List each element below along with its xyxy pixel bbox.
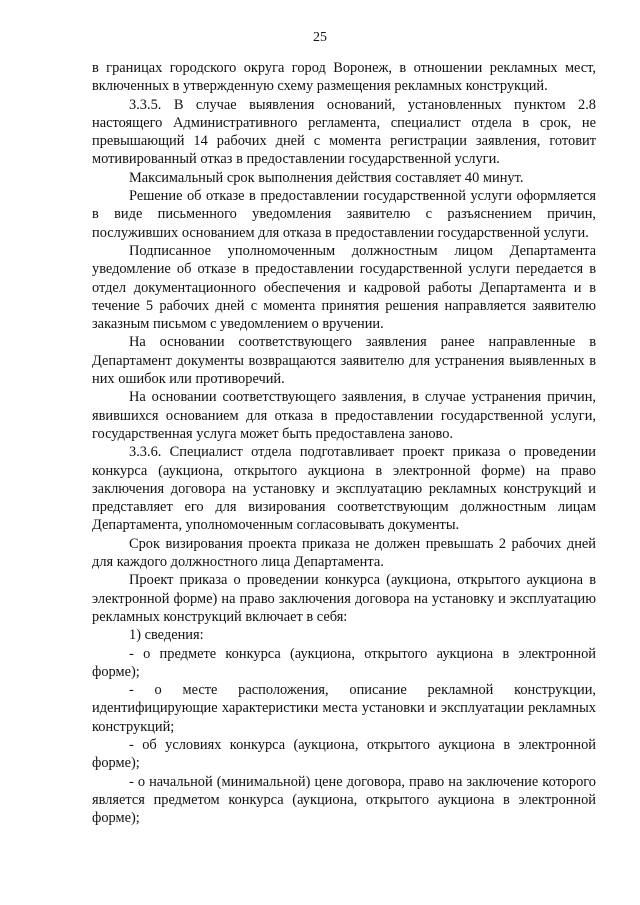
paragraph-draft-order-contents: Проект приказа о проведении конкурса (аукциона, открытого аукциона в электронной форме) на право заключения договора на установку и эксплуатацию рекламных конструкций включает в себя: <box>92 572 596 625</box>
list-item-subject: - о предмете конкурса (аукциона, открытого аукциона в электронной форме); <box>92 645 596 680</box>
paragraph-refusal-decision: Решение об отказе в предоставлении государственной услуги оформляется в виде письменного уведомления заявителю с разъяснением причин, послуживших основанием для отказа в предоставлении государственной услуги. <box>92 188 596 241</box>
list-item-location: - о месте расположения, описание рекламной конструкции, идентифицирующие характеристики места установки и эксплуатации рекламных конструкций; <box>92 682 596 735</box>
paragraph-refusal-notice: Подписанное уполномоченным должностным лицом Департамента уведомление об отказе в предоставлении государственной услуги передается в отдел документационного обеспечения и кадровой работы Департамента и в течение 5 рабочих дней с момента принятия решения направляется заявителю заказным письмом с уведомлением о вручении. <box>92 242 596 333</box>
page-number: 25 <box>313 30 327 45</box>
paragraph-approval-term: Срок визирования проекта приказа не должен превышать 2 рабочих дней для каждого должностного лица Департамента. <box>92 535 596 571</box>
paragraph-continuation: в границах городского округа город Воронеж, в отношении рекламных мест, включенных в утвержденную схему размещения рекламных конструкций. <box>92 60 596 95</box>
paragraph-documents-returned: На основании соответствующего заявления ранее направленные в Департамент документы возвращаются заявителю для устранения выявленных в них ошибок или противоречий. <box>92 334 596 388</box>
document-body <box>92 59 596 827</box>
paragraph-service-renewed: На основании соответствующего заявления, в случае устранения причин, явившихся основанием для отказа в предоставлении государственной услуги, государственная услуга может быть предоставлена заново. <box>92 389 596 442</box>
paragraph-3-3-5: 3.3.5. В случае выявления оснований, установленных пунктом 2.8 настоящего Административного регламента, специалист отдела в срок, не превышающий 14 рабочих дней с момента регистрации заявления, готовит мотивированный отказ в предоставлении государственной услуги. <box>92 96 596 168</box>
paragraph-3-3-6: 3.3.6. Специалист отдела подготавливает проект приказа о проведении конкурса (аукциона, открытого аукциона в электронной форме) на право заключения договора на установку и эксплуатацию рекламных конструкций и представляет его для визирования соответствующим должностным лицам Департамента, уполномоченным согласовывать документы. <box>92 444 596 534</box>
list-item-information: 1) сведения: <box>129 627 204 644</box>
paragraph-max-duration: Максимальный срок выполнения действия составляет 40 минут. <box>129 169 524 186</box>
list-item-initial-price: - о начальной (минимальной) цене договора, право на заключение которого является предметом конкурса (аукциона, открытого аукциона в электронной форме); <box>92 773 596 827</box>
list-item-conditions: - об условиях конкурса (аукциона, открытого аукциона в электронной форме); <box>92 736 596 772</box>
